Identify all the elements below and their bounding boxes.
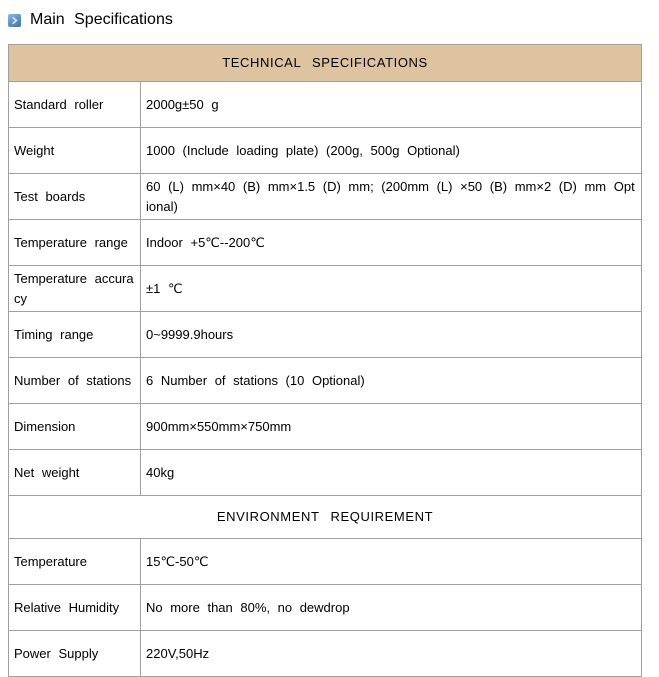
table-row	[9, 404, 642, 450]
section-title-environment: ENVIRONMENT REQUIREMENT	[9, 496, 642, 539]
table-row	[9, 539, 642, 585]
spec-label: Temperature accuracy	[9, 266, 141, 312]
section-header-row	[9, 45, 642, 82]
spec-label: Power Supply	[9, 631, 141, 677]
spec-value: ±1 ℃	[141, 266, 642, 312]
spec-label: Temperature	[9, 539, 141, 585]
table-row	[9, 585, 642, 631]
spec-label: Temperature range	[9, 220, 141, 266]
arrow-bullet-icon	[8, 14, 21, 27]
spec-label: Number of stations	[9, 358, 141, 404]
spec-value: No more than 80%, no dewdrop	[141, 585, 642, 631]
spec-value: 6 Number of stations (10 Optional)	[141, 358, 642, 404]
page-heading	[8, 9, 659, 31]
spec-label: Weight	[9, 128, 141, 174]
spec-label: Net weight	[9, 450, 141, 496]
spec-value: 15℃-50℃	[141, 539, 642, 585]
table-row	[9, 631, 642, 677]
table-row	[9, 174, 642, 220]
spec-value: 2000g±50 g	[141, 82, 642, 128]
table-row	[9, 358, 642, 404]
spec-value: 40kg	[141, 450, 642, 496]
spec-label: Timing range	[9, 312, 141, 358]
spec-value: 0~9999.9hours	[141, 312, 642, 358]
spec-value: 60 (L) mm×40 (B) mm×1.5 (D) mm; (200mm (L) ×50 (B) mm×2 (D) mm Optional)	[141, 174, 642, 220]
table-row	[9, 312, 642, 358]
table-row	[9, 82, 642, 128]
spec-value: Indoor +5℃--200℃	[141, 220, 642, 266]
page-title: Main Specifications	[30, 11, 173, 28]
spec-label: Standard roller	[9, 82, 141, 128]
spec-label: Relative Humidity	[9, 585, 141, 631]
spec-label: Dimension	[9, 404, 141, 450]
spec-value: 220V,50Hz	[141, 631, 642, 677]
table-row	[9, 450, 642, 496]
spec-label: Test boards	[9, 174, 141, 220]
spec-value: 1000 (Include loading plate) (200g, 500g Optional)	[141, 128, 642, 174]
section-title-technical: TECHNICAL SPECIFICATIONS	[9, 45, 642, 82]
table-row	[9, 220, 642, 266]
table-row	[9, 266, 642, 312]
table-row	[9, 128, 642, 174]
specifications-table	[8, 44, 642, 677]
spec-value: 900mm×550mm×750mm	[141, 404, 642, 450]
section-header-row	[9, 496, 642, 539]
